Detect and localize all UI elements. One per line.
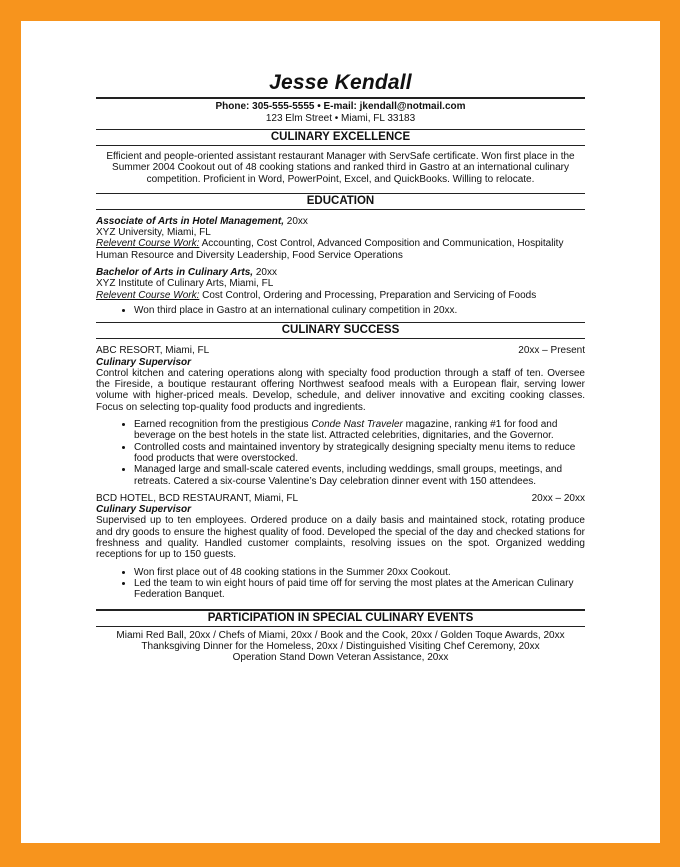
course-work-list: Cost Control, Ordering and Processing, Preparation and Servicing of Foods bbox=[199, 289, 537, 301]
degree-title: Bachelor of Arts in Culinary Arts, bbox=[96, 267, 254, 279]
list-item: • Controlled costs and maintained inventory by strategically designing specialty menu items to reduce food products that were overstocked. bbox=[134, 442, 585, 465]
job-description: Supervised up to ten employees. Ordered produce on a daily basis and maintained stock, rotating produce and dry goods to ensure the highest quality of food. Developed the special of the day and checked stations for freshness and quality. Handled customer complaints, resolving issues on the spot. Organized wedding receptions for up to 150 guests. bbox=[96, 515, 585, 561]
address-line: 123 Elm Street • Miami, FL 33183 bbox=[265, 113, 416, 124]
list-item: • Managed large and small-scale catered events, including weddings, small groups, meetings, and retreats. Catered a six-course Valentine’s Day celebration dinner event with 150 attendees. bbox=[134, 464, 585, 487]
job-employer: BCD HOTEL, BCD RESTAURANT, Miami, FL bbox=[96, 492, 299, 504]
list-item: • Earned recognition from the prestigious Conde Nast Traveler magazine, ranking #1 for food and beverage on the best hotels in the state list. Attracted celebrities, dignitaries, and the Governor. bbox=[134, 419, 585, 442]
events-line: Thanksgiving Dinner for the Homeless, 20xx / Distinguished Visiting Chef Ceremony, 20xx bbox=[141, 640, 540, 652]
course-work-label: Relevent Course Work: bbox=[96, 289, 200, 301]
events-list bbox=[96, 630, 585, 664]
contact-line: Phone: 305-555-5555 • E-mail: jkendall@notmail.com bbox=[215, 101, 466, 112]
job-header bbox=[96, 493, 585, 504]
degree-year: 20xx bbox=[253, 267, 277, 279]
job-title: Culinary Supervisor bbox=[96, 504, 192, 516]
job-bullets bbox=[96, 567, 585, 601]
section-heading-education: EDUCATION bbox=[96, 193, 585, 210]
degree-courses bbox=[96, 238, 585, 261]
section-heading-special-events: PARTICIPATION IN SPECIAL CULINARY EVENTS bbox=[96, 609, 585, 627]
section-heading-culinary-success: CULINARY SUCCESS bbox=[96, 322, 585, 339]
section-heading-culinary-excellence: CULINARY EXCELLENCE bbox=[96, 129, 585, 146]
list-item: • Won first place out of 48 cooking stations in the Summer 20xx Cookout. bbox=[134, 567, 585, 578]
degree-bachelor bbox=[96, 267, 585, 301]
degree-school: XYZ University, Miami, FL bbox=[96, 227, 211, 239]
header-rule bbox=[96, 97, 585, 99]
summary-paragraph: Efficient and people-oriented assistant restaurant Manager with ServSafe certificate. Won first place in the Summer 2004 Cookout out of 48 cooking stations and ranked third in Gastro at an international culinary competition. Proficient in Word, PowerPoint, Excel, and QuickBooks. Willing to relocate. bbox=[106, 151, 575, 185]
degree-title-line bbox=[96, 267, 585, 278]
job-bullets bbox=[96, 419, 585, 487]
degree-year: 20xx bbox=[284, 215, 308, 227]
job-description: Control kitchen and catering operations along with specialty food production through a staff of ten. Oversee the Fireside, a boutique restaurant offering Northwest seafood meals with a European flair, serving lower volume with higher-priced meals. Develop, schedule, and deliver innovative and exciting cooking classes. Focus on selecting top-quality food products and ingredients. bbox=[96, 367, 585, 413]
magazine-name: Conde Nast Traveler bbox=[311, 419, 403, 431]
course-work-list: Accounting, Cost Control, Advanced Composition and Communication, Hospitality Human Resource and Diversity Leadership, Food Service Operations bbox=[96, 238, 564, 261]
events-line: Operation Stand Down Veteran Assistance, 20xx bbox=[232, 652, 449, 664]
candidate-name: Jesse Kendall bbox=[269, 71, 412, 94]
education-bullets bbox=[96, 305, 585, 316]
list-item: • Won third place in Gastro at an international culinary competition in 20xx. bbox=[134, 305, 585, 316]
degree-school: XYZ Institute of Culinary Arts, Miami, FL bbox=[96, 278, 274, 290]
course-work-label: Relevent Course Work: bbox=[96, 238, 200, 250]
degree-title: Associate of Arts in Hotel Management, bbox=[96, 215, 284, 227]
job-header bbox=[96, 345, 585, 356]
list-item: • Led the team to win eight hours of paid time off for serving the most plates at the American Culinary Federation Banquet. bbox=[134, 578, 585, 601]
job-bcd-hotel bbox=[96, 493, 585, 601]
degree-associate bbox=[96, 216, 585, 261]
events-line: Miami Red Ball, 20xx / Chefs of Miami, 20xx / Book and the Cook, 20xx / Golden Toque Awards, 20xx bbox=[116, 629, 565, 641]
degree-courses bbox=[96, 290, 585, 301]
degree-title-line bbox=[96, 216, 585, 227]
job-dates: 20xx – Present bbox=[518, 345, 585, 357]
job-dates: 20xx – 20xx bbox=[531, 492, 585, 504]
job-abc-resort bbox=[96, 345, 585, 487]
resume-page bbox=[96, 70, 585, 663]
job-title: Culinary Supervisor bbox=[96, 356, 192, 368]
job-employer: ABC RESORT, Miami, FL bbox=[96, 345, 210, 357]
